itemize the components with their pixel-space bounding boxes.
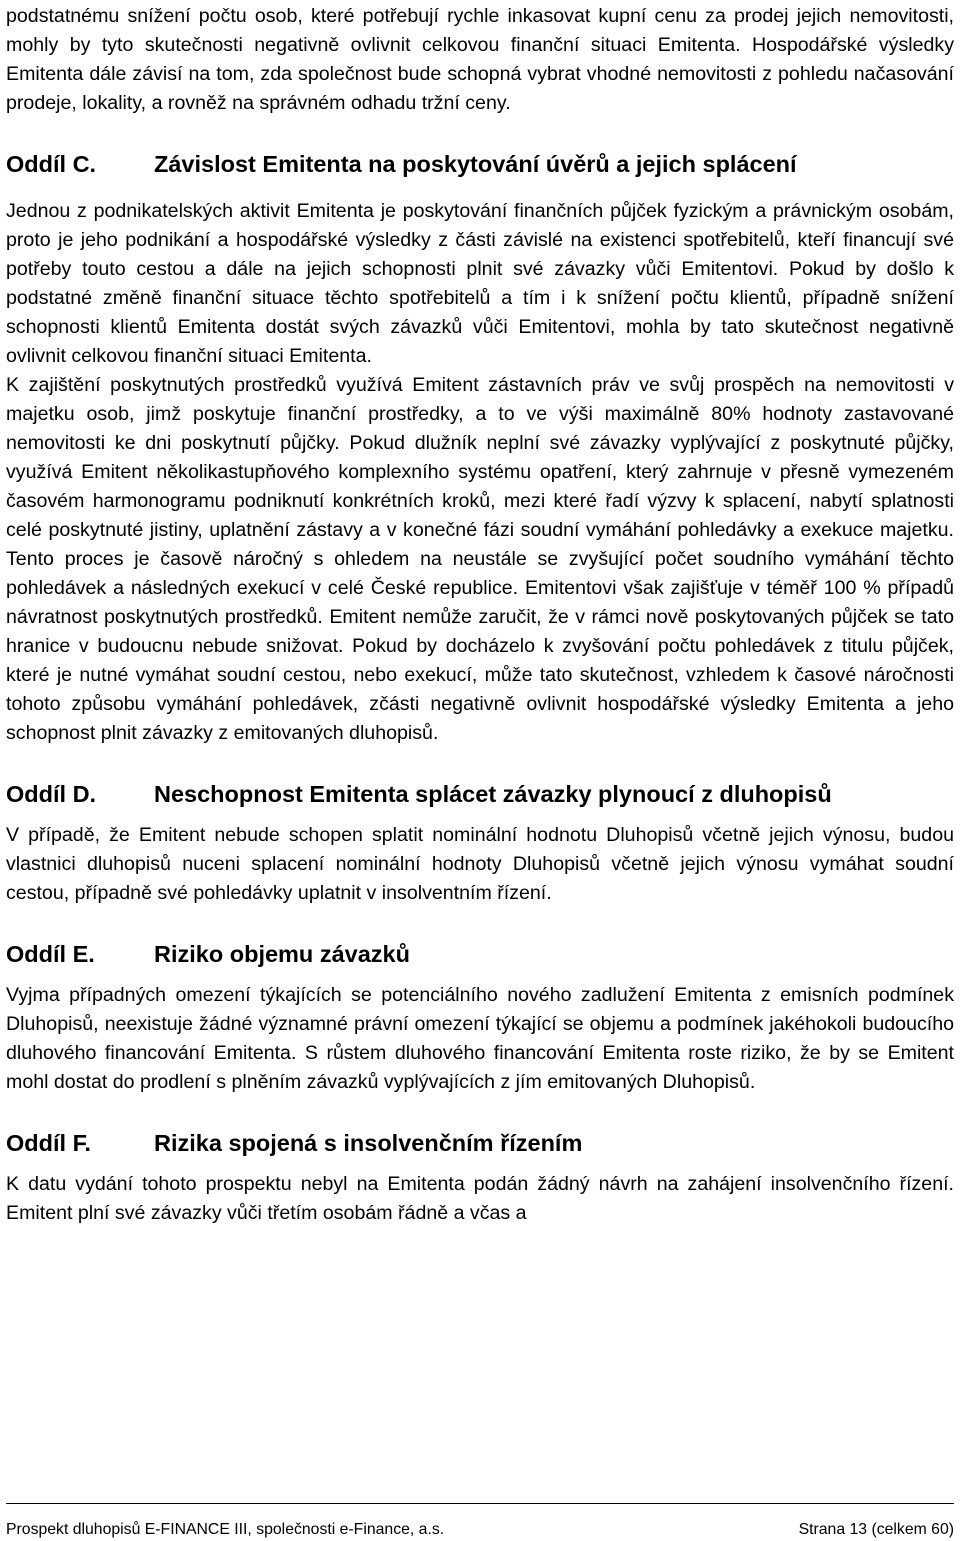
section-title: Závislost Emitenta na poskytování úvěrů a jejich splácení — [154, 151, 797, 177]
page-footer — [6, 1503, 954, 1539]
section-number: Oddíl C. — [6, 151, 97, 177]
section-c-paragraph-2: K zajištění poskytnutých prostředků využívá Emitent zástavních práv ve svůj prospěch na nemovitosti v majetku osob, jimž poskytuje finanční prostředky, a to ve výši maximálně 80% hodnoty zastavované nemovitosti ke dni poskytnutí půjčky. Pokud dlužník neplní své závazky vyplývající z poskytnuté půjčky, využívá Emitent několikastupňového komplexního systému opatření, který zahrnuje v přesně vymezeném časovém harmonogramu podniknutí konkrétních kroků, mezi které řadí výzvy k splacení, nabytí splatnosti celé poskytnuté jistiny, uplatnění zástavy a v konečné fázi soudní vymáhání pohledávky a exekuce majetku. Tento proces je časově náročný s ohledem na neustále se zvyšující počet soudního vymáhání těchto pohledávek a následných exekucí v celé České republice. Emitentovi však zajišťuje v téměř 100 % případů návratnost poskytnutých prostředků. Emitent nemůže zaručit, že v rámci nově poskytovaných půjček se tato hranice v budoucnu nebude snižovat. Pokud by docházelo k zvyšování počtu pohledávek z titulu půjček, které je nutné vymáhat soudní cestou, nebo exekucí, může tato skutečnost, vzhledem k časové náročnosti tohoto způsobu vymáhání pohledávek, zčásti negativně ovlivnit hospodářské výsledky Emitenta a jeho schopnost plnit závazky z emitovaných dluhopisů. — [6, 374, 954, 744]
section-heading-e — [6, 939, 954, 969]
section-title: Neschopnost Emitenta splácet závazky plynoucí z dluhopisů — [154, 781, 832, 807]
section-e-paragraph-1: Vyjma případných omezení týkajících se potenciálního nového zadlužení Emitenta z emisních podmínek Dluhopisů, neexistuje žádné významné právní omezení týkající se objemu a podmínek jakéhokoli budoucího dluhového financování Emitenta. S růstem dluhového financování Emitenta roste riziko, že by se Emitent mohl dostat do prodlení s plněním závazků vyplývajících z jím emitovaných Dluhopisů. — [6, 984, 954, 1093]
footer-page-number: Strana 13 (celkem 60) — [798, 1521, 954, 1538]
section-number: Oddíl D. — [6, 781, 97, 807]
section-heading-c — [6, 149, 954, 179]
footer-document-title: Prospekt dluhopisů E-FINANCE III, společnosti e-Finance, a.s. — [6, 1521, 445, 1538]
section-f-paragraph-1: K datu vydání tohoto prospektu nebyl na Emitenta podán žádný návrh na zahájení insolvenčního řízení. Emitent plní své závazky vůči třetím osobám řádně a včas a — [6, 1173, 954, 1224]
section-title: Rizika spojená s insolvenčním řízením — [154, 1130, 583, 1156]
section-heading-d — [6, 779, 954, 809]
section-title: Riziko objemu závazků — [154, 941, 410, 967]
section-heading-f — [6, 1128, 954, 1158]
section-c-paragraph-1: Jednou z podnikatelských aktivit Emitenta je poskytování finančních půjček fyzickým a právnickým osobám, proto je jeho podnikání a hospodářské výsledky z části závislé na existenci spotřebitelů, kteří financují své potřeby touto cestou a dále na jejich schopnosti plnit své závazky vůči Emitentovi. Pokud by došlo k podstatné změně finanční situace těchto spotřebitelů a tím i k snížení počtu klientů, případně snížení schopnosti klientů Emitenta dostát svých závazků vůči Emitentovi, mohla by tato skutečnost negativně ovlivnit celkovou finanční situaci Emitenta. — [6, 200, 954, 367]
section-number: Oddíl F. — [6, 1130, 91, 1156]
intro-paragraph: podstatnému snížení počtu osob, které potřebují rychle inkasovat kupní cenu za prodej jejich nemovitosti, mohly by tyto skutečnosti negativně ovlivnit celkovou finanční situaci Emitenta. Hospodářské výsledky Emitenta dále závisí na tom, zda společnost bude schopná vybrat vhodné nemovitosti z pohledu načasování prodeje, lokality, a rovněž na správném odhadu tržní ceny. — [6, 5, 954, 114]
section-d-paragraph-1: V případě, že Emitent nebude schopen splatit nominální hodnotu Dluhopisů včetně jejich výnosu, budou vlastnici dluhopisů nuceni splacení nominální hodnoty Dluhopisů včetně jejich výnosu vymáhat soudní cestou, případně své pohledávky uplatnit v insolventním řízení. — [6, 824, 954, 904]
section-number: Oddíl E. — [6, 941, 95, 967]
document-page — [6, 0, 954, 1228]
